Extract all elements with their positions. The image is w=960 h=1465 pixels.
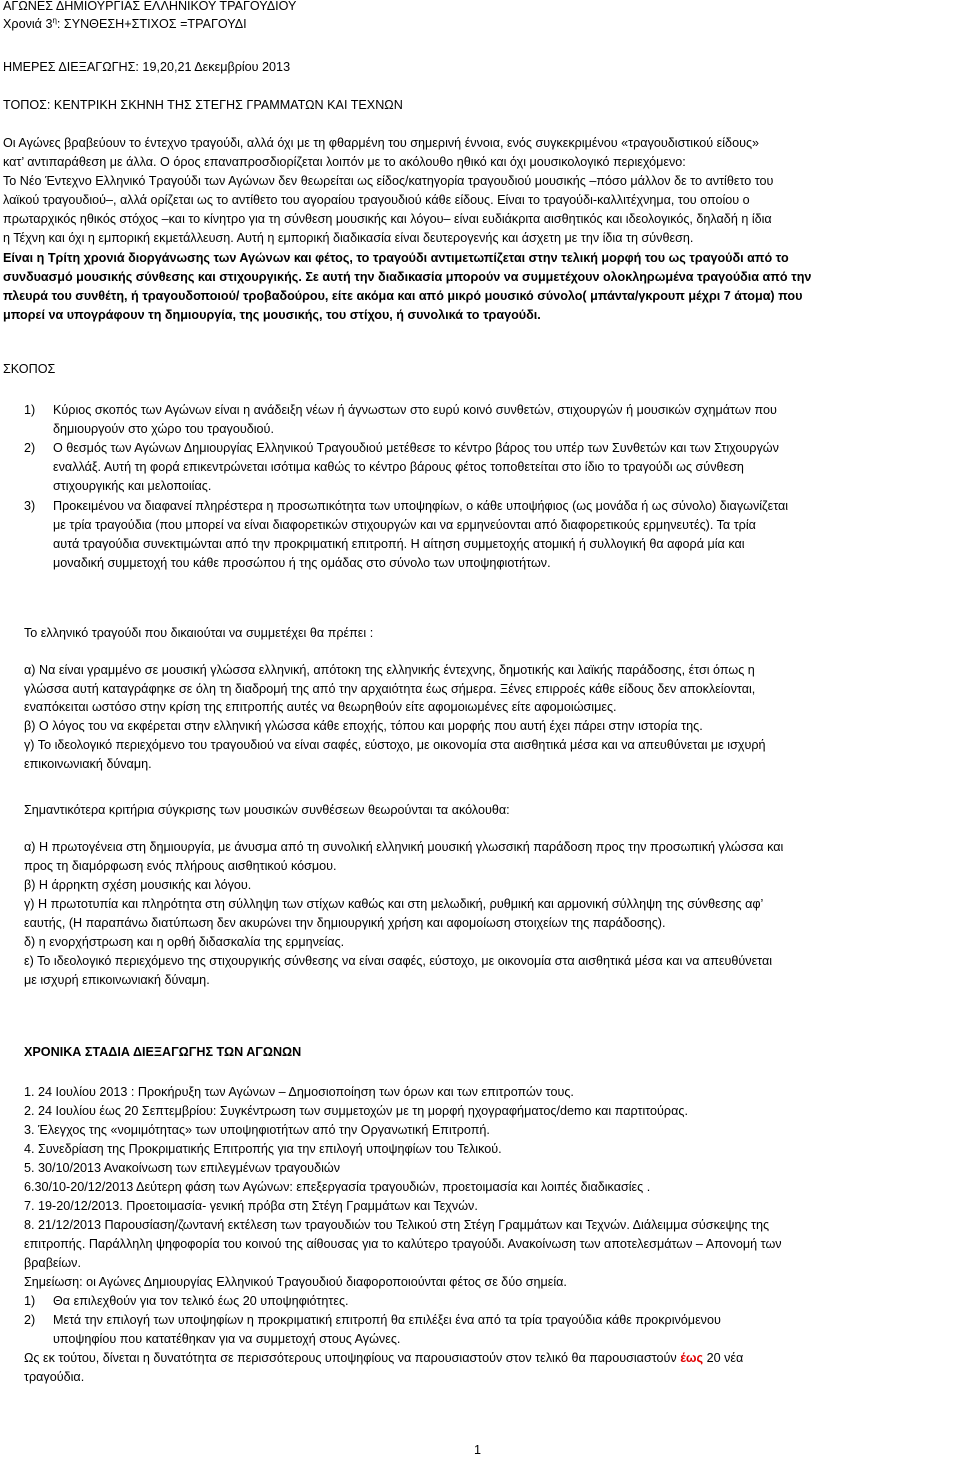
- timeline-step-7: 7. 19-20/12/2013. Προετοιμασία- γενική πρόβα στη Στέγη Γραμμάτων και Τεχνών.: [24, 1199, 478, 1213]
- requirement-a-line-2: γλώσσα αυτή καταγράφηκε σε όλη τη διαδρομή της από την αρχαιότητα έως σήμερα. Ξένες επιρροές κάθε είδους δεν αποκλείονται,: [24, 682, 756, 696]
- timeline-note: Σημείωση: οι Αγώνες Δημιουργίας Ελληνικού Τραγουδιού διαφοροποιούνται φέτος σε δύο σημεία.: [24, 1275, 567, 1289]
- note-item-1-number: 1): [24, 1294, 36, 1308]
- goal-item-3-line-3: αυτά τραγούδια συνεκτιμώνται από την προκριματική επιτροπή. Η αίτηση συμμετοχής ατομική ή συλλογική θα αφορά μία και: [53, 537, 745, 551]
- intro-line-3: Το Νέο Έντεχνο Ελληνικό Τραγούδι των Αγώνων δεν θεωρείται ως είδος/κατηγορία τραγουδιού μουσικής –πόσο μάλλον δε το αντίθετο του: [3, 174, 774, 188]
- goal-heading: ΣΚΟΠΟΣ: [3, 362, 56, 376]
- intro-line-4: λαϊκού τραγουδιού–, αλλά ορίζεται ως το αντίθετο του αγοραίου τραγουδιού κάθε είδους. Είναι το τραγούδι-καλλιτέχνημα, του οποίου ο: [3, 193, 750, 207]
- criterion-a-line-2: προς τη διαμόρφωση ενός πλήρους αισθητικού κόσμου.: [24, 859, 337, 873]
- final-text-start: Ως εκ τούτου, δίνεται η δυνατότητα σε περισσότερους υποψηφίους να παρουσιαστούν στον τελικό θα παρουσιαστούν: [24, 1351, 681, 1365]
- criterion-b: β) Η άρρηκτη σχέση μουσικής και λόγου.: [24, 878, 252, 892]
- timeline-step-6: 6.30/10-20/12/2013 Δεύτερη φάση των Αγώνων: επεξεργασία τραγουδιών, προετοιμασία και λοιπές διαδικασίες .: [24, 1180, 651, 1194]
- criterion-e-line-2: με ισχυρή επικοινωνιακή δύναμη.: [24, 973, 210, 987]
- timeline-step-2: 2. 24 Ιουλίου έως 20 Σεπτεμβρίου: Συγκέντρωση των συμμετοχών με τη μορφή ηχογραφήματος/demo και παρτιτούρας.: [24, 1104, 688, 1118]
- criteria-intro: Σημαντικότερα κριτήρια σύγκρισης των μουσικών συνθέσεων θεωρούνται τα ακόλουθα:: [24, 803, 510, 817]
- timeline-heading: ΧΡΟΝΙΚΑ ΣΤΑΔΙΑ ΔΙΕΞΑΓΩΓΗΣ ΤΩΝ ΑΓΩΝΩΝ: [24, 1045, 302, 1059]
- criterion-a-line-1: α) Η πρωτογένεια στη δημιουργία, με άνυσμα από τη συνολική ελληνική μουσική γλωσσική παράδοση προς την προσωπική γλώσσα και: [24, 840, 784, 854]
- timeline-step-1: 1. 24 Ιουλίου 2013 : Προκήρυξη των Αγώνων – Δημοσιοποίηση των όρων και των επιτροπών τους.: [24, 1085, 574, 1099]
- timeline-step-3: 3. Έλεγχος της «νομιμότητας» των υποψηφιοτήτων από την Οργανωτική Επιτροπή.: [24, 1123, 490, 1137]
- note-item-2-number: 2): [24, 1313, 36, 1327]
- requirement-b: β) Ο λόγος του να εκφέρεται στην ελληνική γλώσσα κάθε εποχής, τόπου και μορφής που αυτή έχει πάρει στην ιστορία της.: [24, 719, 703, 733]
- timeline-step-8-line-1: 8. 21/12/2013 Παρουσίαση/ζωντανή εκτέλεση των τραγουδιών του Τελικού στη Στέγη Γραμμάτων και Τεχνών. Διάλειμμα σύσκεψης της: [24, 1218, 770, 1232]
- final-paragraph-line-2: τραγούδια.: [24, 1370, 85, 1384]
- note-item-2-line-1: Μετά την επιλογή των υποψηφίων η προκριματική επιτροπή θα επιλέξει ένα από τα τρία τραγούδια κάθε προκρινόμενου: [53, 1313, 721, 1327]
- edition-sup: η: [52, 15, 57, 25]
- edition-line: [3, 15, 247, 35]
- intro-line-2: κατ’ αντιπαράθεση με άλλα. Ο όρος επαναπροσδιορίζεται λοιπόν με το ακόλουθο ηθικό και όχι μουσικολογικό περιεχόμενο:: [3, 155, 686, 169]
- goal-item-3-line-2: με τρία τραγούδια (που μπορεί να είναι διαφορετικών στιχουργών και να ερμηνεύονται από διαφορετικούς ερμηνευτές). Τα τρία: [53, 518, 756, 532]
- goal-item-3-number: 3): [24, 499, 36, 513]
- timeline-step-5: 5. 30/10/2013 Ανακοίνωση των επιλεγμένων τραγουδιών: [24, 1161, 341, 1175]
- final-highlight: έως: [680, 1351, 704, 1365]
- goal-item-1-line-2: δημιουργούν στο χώρο του τραγουδιού.: [53, 422, 274, 436]
- criterion-c-line-1: γ) Η πρωτοτυπία και πληρότητα στη σύλληψη των στίχων καθώς και στη μελωδική, ρυθμική και αρμονική σύλληψη της σύνθεσης αφ’: [24, 897, 764, 911]
- goal-item-1-number: 1): [24, 403, 36, 417]
- goal-item-3-line-4: μοναδική συμμετοχή του κάθε προσώπου ή της ομάδας στο σύνολο των υποψηφιοτήτων.: [53, 556, 551, 570]
- goal-item-2-number: 2): [24, 441, 36, 455]
- requirement-c-line-1: γ) Το ιδεολογικό περιεχόμενο του τραγουδιού να είναι σαφές, εύστοχο, με οικονομία στα αισθητικά μέσα και να απευθύνεται με ισχυρή: [24, 738, 766, 752]
- intro-bold-4: μπορεί να υπογράφουν τη δημιουργία, της μουσικής, του στίχου, ή συνολικά το τραγούδι.: [3, 308, 541, 322]
- requirement-a-line-1: α) Να είναι γραμμένο σε μουσική γλώσσα ελληνική, απότοκη της ελληνικής έντεχνης, δημοτικής και λαϊκής παράδοσης, έτσι όπως η: [24, 663, 755, 677]
- final-text-end: 20 νέα: [703, 1351, 744, 1365]
- intro-bold-1: Είναι η Τρίτη χρονιά διοργάνωσης των Αγώνων και φέτος, το τραγούδι αντιμετωπίζεται στην τελική μορφή του ως τραγούδι από το: [3, 251, 789, 265]
- timeline-step-8-line-2: επιτροπής. Παράλληλη ψηφοφορία του κοινού της αίθουσας για το καλύτερο τραγούδι. Ανακοίνωση των αποτελεσμάτων – Απονομή των: [24, 1237, 782, 1251]
- goal-item-2-line-1: Ο θεσμός των Αγώνων Δημιουργίας Ελληνικού Τραγουδιού μετέθεσε το κέντρο βάρος του υπέρ των Συνθετών και των Στιχουργών: [53, 441, 779, 455]
- final-paragraph-line-1: [24, 1349, 743, 1369]
- venue-line: ΤΟΠΟΣ: ΚΕΝΤΡΙΚΗ ΣΚΗΝΗ ΤΗΣ ΣΤΕΓΗΣ ΓΡΑΜΜΑΤΩΝ ΚΑΙ ΤΕΧΝΩΝ: [3, 98, 403, 112]
- dates-line: ΗΜΕΡΕΣ ΔΙΕΞΑΓΩΓΗΣ: 19,20,21 Δεκεμβρίου 2013: [3, 60, 291, 74]
- criterion-c-line-2: εαυτής, (Η παραπάνω διατύπωση δεν ακυρώνει την δημιουργική χρήση και αφομοίωση στοιχείων της παράδοσης).: [24, 916, 666, 930]
- criterion-d: δ) η ενορχήστρωση και η ορθή διδασκαλία της ερμηνείας.: [24, 935, 345, 949]
- intro-bold-3: πλευρά του συνθέτη, ή τραγουδοποιού/ τροβαδούρου, είτε ακόμα και από μικρό μουσικό σύνολο( μπάντα/γκρουπ μέχρι 7 άτομα) που: [3, 289, 803, 303]
- goal-item-2-line-2: εναλλάξ. Αυτή τη φορά επικεντρώνεται ισότιμα καθώς το κέντρο βάρους φέτος τοποθετείται στο ίδιο το τραγούδι ως σύνθεση: [53, 460, 744, 474]
- intro-line-5: πρωταρχικός ηθικός στόχος –και το κίνητρο για τη σύνθεση μουσικής και λόγου– είναι ευδιάκριτα αισθητικός και ιδεολογικός, δηλαδή η ίδια: [3, 212, 772, 226]
- goal-item-2-line-3: στιχουργικής και μελοποιίας.: [53, 479, 212, 493]
- page-number: 1: [474, 1443, 482, 1457]
- requirements-intro: Το ελληνικό τραγούδι που δικαιούται να συμμετέχει θα πρέπει :: [24, 626, 374, 640]
- timeline-step-4: 4. Συνεδρίαση της Προκριματικής Επιτροπής για την επιλογή υποψηφίων του Τελικού.: [24, 1142, 502, 1156]
- timeline-step-8-line-3: βραβείων.: [24, 1256, 81, 1270]
- note-item-1: Θα επιλεχθούν για τον τελικό έως 20 υποψηφιότητες.: [53, 1294, 349, 1308]
- requirement-c-line-2: επικοινωνιακή δύναμη.: [24, 757, 152, 771]
- criterion-e-line-1: ε) Το ιδεολογικό περιεχόμενο της στιχουργικής σύνθεσης να είναι σαφές, εύστοχο, με οικονομία στα αισθητικά μέσα και να απευθύνεται: [24, 954, 773, 968]
- document-title: ΑΓΩΝΕΣ ΔΗΜΙΟΥΡΓΙΑΣ ΕΛΛΗΝΙΚΟΥ ΤΡΑΓΟΥΔΙΟΥ: [3, 0, 297, 13]
- intro-bold-2: συνδυασμό μουσικής σύνθεσης και στιχουργικής. Σε αυτή την διαδικασία μπορούν να συμμετέχουν ολοκληρωμένα τραγούδια από την: [3, 270, 812, 284]
- goal-item-1-line-1: Κύριος σκοπός των Αγώνων είναι η ανάδειξη νέων ή άγνωστων στο ευρύ κοινό συνθετών, στιχουργών ή μουσικών σχημάτων που: [53, 403, 777, 417]
- requirement-a-line-3: εναπόκειται ωστόσο στην κρίση της επιτροπής αυτές να θεωρηθούν είτε αφομοιωμένες είτε αφομοιώσιμες.: [24, 700, 617, 714]
- note-item-2-line-2: υποψηφίου που κατατέθηκαν για να συμμετοχή στους Αγώνες.: [53, 1332, 401, 1346]
- intro-line-1: Οι Αγώνες βραβεύουν το έντεχνο τραγούδι, αλλά όχι με τη φθαρμένη του σημερινή έννοια, ενός συγκεκριμένου «τραγουδιστικού είδους»: [3, 136, 760, 150]
- intro-line-6: η Τέχνη και όχι η εμπορική εκμετάλλευση. Αυτή η εμπορική διαδικασία είναι δευτερογενής και άσχετη με την ίδια τη σύνθεση.: [3, 231, 694, 245]
- goal-item-3-line-1: Προκειμένου να διαφανεί πληρέστερα η προσωπικότητα των υποψηφίων, ο κάθε υποψήφιος (ως μονάδα ή ως σύνολο) διαγωνίζεται: [53, 499, 789, 513]
- edition-prefix: Χρονιά 3: [3, 17, 53, 31]
- edition-suffix: : ΣΥΝΘΕΣΗ+ΣΤΙΧΟΣ =ΤΡΑΓΟΥΔΙ: [56, 17, 247, 31]
